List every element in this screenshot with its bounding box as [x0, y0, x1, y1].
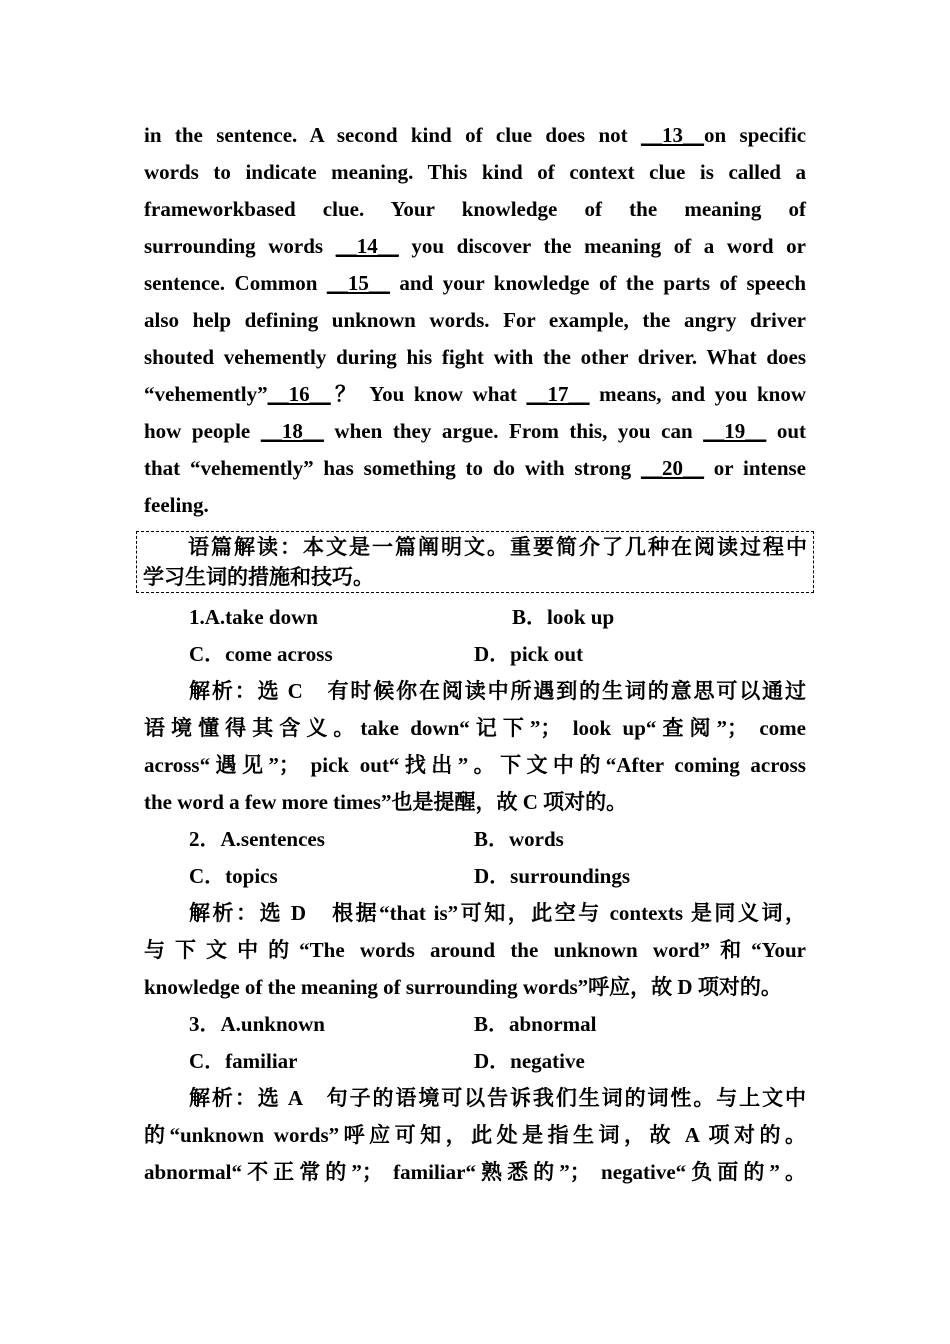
- option-d[interactable]: D．negative: [474, 1049, 585, 1073]
- options-row: [144, 1006, 806, 1043]
- explanation-line: 的“unknown words”呼应可知，此处是指生词，故 A 项对的。: [144, 1123, 806, 1147]
- summary-line: 学习生词的措施和技巧。: [143, 565, 374, 589]
- blank-17[interactable]: __17__: [526, 382, 590, 406]
- passage-line: in the sentence. A second kind of clue does not __13__on specific: [144, 123, 807, 147]
- passage-line: feeling.: [144, 493, 209, 517]
- passage-line: surrounding words __14__ you discover the meaning of a word or: [144, 234, 806, 258]
- passage-line: that “vehemently” has something to do with strong __20__ or intense: [144, 456, 806, 480]
- options-row: [144, 636, 806, 673]
- blank-18[interactable]: __18__: [260, 419, 324, 443]
- summary-label: 语篇解读：: [188, 535, 303, 559]
- explanation-line: 解析：选 D 根据“that is”可知，此空与 contexts 是同义词，: [189, 901, 806, 925]
- document-page: [144, 117, 806, 1191]
- blank-19[interactable]: __19__: [703, 419, 767, 443]
- explanation-line: abnormal“不正常的”； familiar“熟悉的”； negative“负面的”。: [144, 1160, 806, 1184]
- passage-line: words to indicate meaning. This kind of context clue is called a: [144, 160, 806, 184]
- summary-box: [136, 531, 814, 593]
- explanation-line: 解析：选 A 句子的语境可以告诉我们生词的词性。与上文中: [189, 1086, 806, 1110]
- options-row: [144, 821, 806, 858]
- passage-line: also help defining unknown words. For example, the angry driver: [144, 308, 806, 332]
- passage-line: frameworkbased clue. Your knowledge of the meaning of: [144, 197, 806, 221]
- explanation-line: across“遇见”； pick out“找出”。下文中的“After coming across: [144, 753, 806, 777]
- options-row: [144, 858, 806, 895]
- explanation-line: 语境懂得其含义。take down“记下”； look up“查阅”； come: [144, 716, 806, 740]
- option-b[interactable]: B．abnormal: [474, 1012, 597, 1036]
- passage: [144, 117, 806, 524]
- blank-15[interactable]: __15__: [326, 271, 390, 295]
- option-c[interactable]: C．come across: [189, 642, 333, 666]
- option-c[interactable]: C．topics: [189, 864, 278, 888]
- option-a[interactable]: 3．A.unknown: [189, 1012, 325, 1036]
- summary-line: 语篇解读：本文是一篇阐明文。重要简介了几种在阅读过程中: [188, 535, 807, 559]
- options-row: [144, 1043, 806, 1080]
- blank-13[interactable]: __13__: [641, 123, 704, 147]
- passage-line: “vehemently”__16__？ You know what __17__ means, and you know: [144, 382, 806, 406]
- question-2: [144, 821, 806, 1006]
- option-a[interactable]: 1.A.take down: [189, 605, 318, 629]
- passage-line: sentence. Common __15__ and your knowledge of the parts of speech: [144, 271, 807, 295]
- options-row: [144, 599, 806, 636]
- passage-line: how people __18__ when they argue. From this, you can __19__ out: [144, 419, 806, 443]
- question-1: [144, 599, 806, 821]
- option-b[interactable]: B．words: [474, 827, 564, 851]
- blank-14[interactable]: __14__: [335, 234, 399, 258]
- explanation-line: 与下文中的“The words around the unknown word”和“Your: [144, 938, 806, 962]
- explanation-line: the word a few more times”也是提醒，故 C 项对的。: [144, 790, 628, 814]
- passage-line: shouted vehemently during his fight with the other driver. What does: [144, 345, 806, 369]
- option-d[interactable]: D．surroundings: [474, 864, 631, 888]
- option-c[interactable]: C．familiar: [189, 1049, 298, 1073]
- question-3: [144, 1006, 806, 1191]
- option-d[interactable]: D．pick out: [474, 642, 584, 666]
- explanation-line: knowledge of the meaning of surrounding words”呼应，故 D 项对的。: [144, 975, 782, 999]
- blank-16[interactable]: __16__: [267, 382, 331, 406]
- explanation-line: 解析：选 C 有时候你在阅读中所遇到的生词的意思可以通过: [189, 679, 806, 703]
- option-b[interactable]: B．look up: [512, 605, 615, 629]
- option-a[interactable]: 2．A.sentences: [189, 827, 325, 851]
- blank-20[interactable]: __20__: [640, 456, 704, 480]
